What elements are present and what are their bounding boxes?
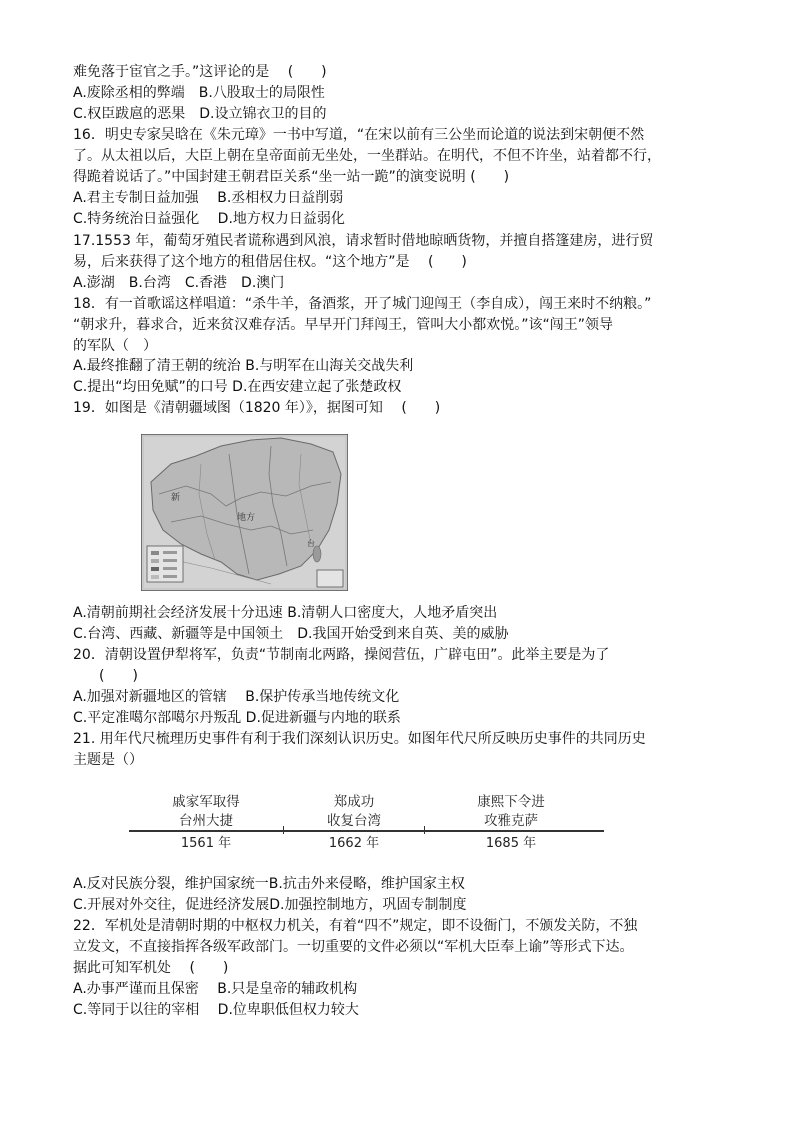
timeline-tick <box>283 826 284 834</box>
timeline-axis <box>129 830 604 832</box>
timeline-year-3: 1685 年 <box>485 836 537 851</box>
q17-stem-line2: 易，后来获得了这个地方的租借居住权。“这个地方”是 ( ) <box>73 254 467 270</box>
q20-options-ab: A.加强对新疆地区的管辖 B.保护传承当地传统文化 <box>73 689 400 705</box>
q18-stem-line1: 18．有一首歌谣这样唱道：“杀牛羊，备酒浆，开了城门迎闯王（李自成），闯王来时不纳粮。” <box>73 296 652 312</box>
q20-blank: ( ) <box>99 668 138 684</box>
qing-territory-map <box>141 434 348 591</box>
q17-stem-line1: 17.1553 年，葡萄牙殖民者谎称遇到风浪，请求暂时借地晾晒货物，并擅自搭篷建房，进行贸 <box>73 233 654 249</box>
q21-options-cd: C.开展对外交往，促进经济发展D.加强控制地方，巩固专制制度 <box>73 897 467 913</box>
q21-stem-line2: 主题是（） <box>73 752 143 768</box>
timeline-event-3-line2: 攻雅克萨 <box>484 813 538 829</box>
q22-options-ab: A.办事严谨而且保密 B.只是皇帝的辅政机构 <box>73 981 358 997</box>
q18-options-cd: C.提出“均田免赋”的口号 D.在西安建立起了张楚政权 <box>73 379 402 395</box>
timeline-year-1: 1561 年 <box>180 836 232 851</box>
map-label-center: 地方 <box>237 513 256 523</box>
q18-stem-line2: “朝求升，暮求合，近来贫汉难存活。早早开门拜闯王，管叫大小都欢悦。”该“闯王”领导 <box>73 317 614 333</box>
map-label-xinjiang: 新 <box>171 493 181 503</box>
timeline-year-2: 1662 年 <box>328 836 380 851</box>
timeline-event-2-line1: 郑成功 <box>333 794 375 810</box>
timeline-tick <box>424 826 425 834</box>
q15-stem-end: 难免落于宦官之手。”这评论的是 ( ) <box>73 64 327 80</box>
q21-options-ab: A.反对民族分裂，维护国家统一B.抗击外来侵略，维护国家主权 <box>73 876 465 892</box>
q15-options-cd: C.权臣跋扈的恶果 D.设立锦衣卫的目的 <box>73 106 327 122</box>
q22-stem-line3: 据此可知军机处 ( ) <box>73 960 229 976</box>
timeline-event-1-line1: 戚家军取得 <box>172 794 240 810</box>
map-label-taiwan: 台 <box>307 539 315 548</box>
q15-options-ab: A.废除丞相的弊端 B.八股取士的局限性 <box>73 85 325 101</box>
timeline-event-2-line2: 收复台湾 <box>327 813 381 829</box>
q19-options-ab: A.清朝前期社会经济发展十分迅速 B.清朝人口密度大，人地矛盾突出 <box>73 605 498 621</box>
q16-stem-line1: 16．明史专家吴晗在《朱元璋》一书中写道，“在宋以前有三公坐而论道的说法到宋朝便不然 <box>73 127 645 143</box>
q16-stem-line2: 了。从太祖以后，大臣上朝在皇帝面前无坐处，一坐群站。在明代，不但不许坐，站着都不行， <box>73 148 661 164</box>
q19-stem: 19．如图是《清朝疆域图（1820 年）》，据图可知 ( ) <box>73 400 441 416</box>
q20-stem: 20．清朝设置伊犁将军，负责“节制南北两路，操阅营伍，广辟屯田”。此举主要是为了 <box>73 647 610 663</box>
q16-options-cd: C.特务统治日益强化 D.地方权力日益弱化 <box>73 211 345 227</box>
q22-stem-line2: 立发文，不直接指挥各级军政部门。一切重要的文件必须以“军机大臣奉上谕”等形式下达。 <box>73 939 634 955</box>
q17-options: A.澎湖 B.台湾 C.香港 D.澳门 <box>73 275 285 291</box>
q22-stem-line1: 22．军机处是清朝时期的中枢权力机关，有着“四不”规定，即不设衙门，不颁发关防，不独 <box>73 918 638 934</box>
q16-options-ab: A.君主专制日益加强 B.丞相权力日益削弱 <box>73 190 344 206</box>
q16-stem-line3: 得跪着说话了。”中国封建王朝君臣关系“坐一站一跪”的演变说明 ( ) <box>73 169 510 185</box>
q22-options-cd: C.等同于以往的宰相 D.位卑职低但权力较大 <box>73 1002 359 1018</box>
timeline-event-3-line1: 康熙下令进 <box>477 794 545 810</box>
q18-stem-line3: 的军队（ ） <box>73 338 157 354</box>
timeline-event-1-line2: 台州大捷 <box>179 813 233 829</box>
q18-options-ab: A.最终推翻了清王朝的统治 B.与明军在山海关交战失利 <box>73 358 414 374</box>
q19-options-cd: C.台湾、西藏、新疆等是中国领土 D.我国开始受到来自英、美的威胁 <box>73 626 509 642</box>
q20-options-cd: C.平定准噶尔部噶尔丹叛乱 D.促进新疆与内地的联系 <box>73 710 401 726</box>
q21-stem-line1: 21. 用年代尺梳理历史事件有利于我们深刻认识历史。如图年代尺所反映历史事件的共同历史 <box>73 731 646 747</box>
